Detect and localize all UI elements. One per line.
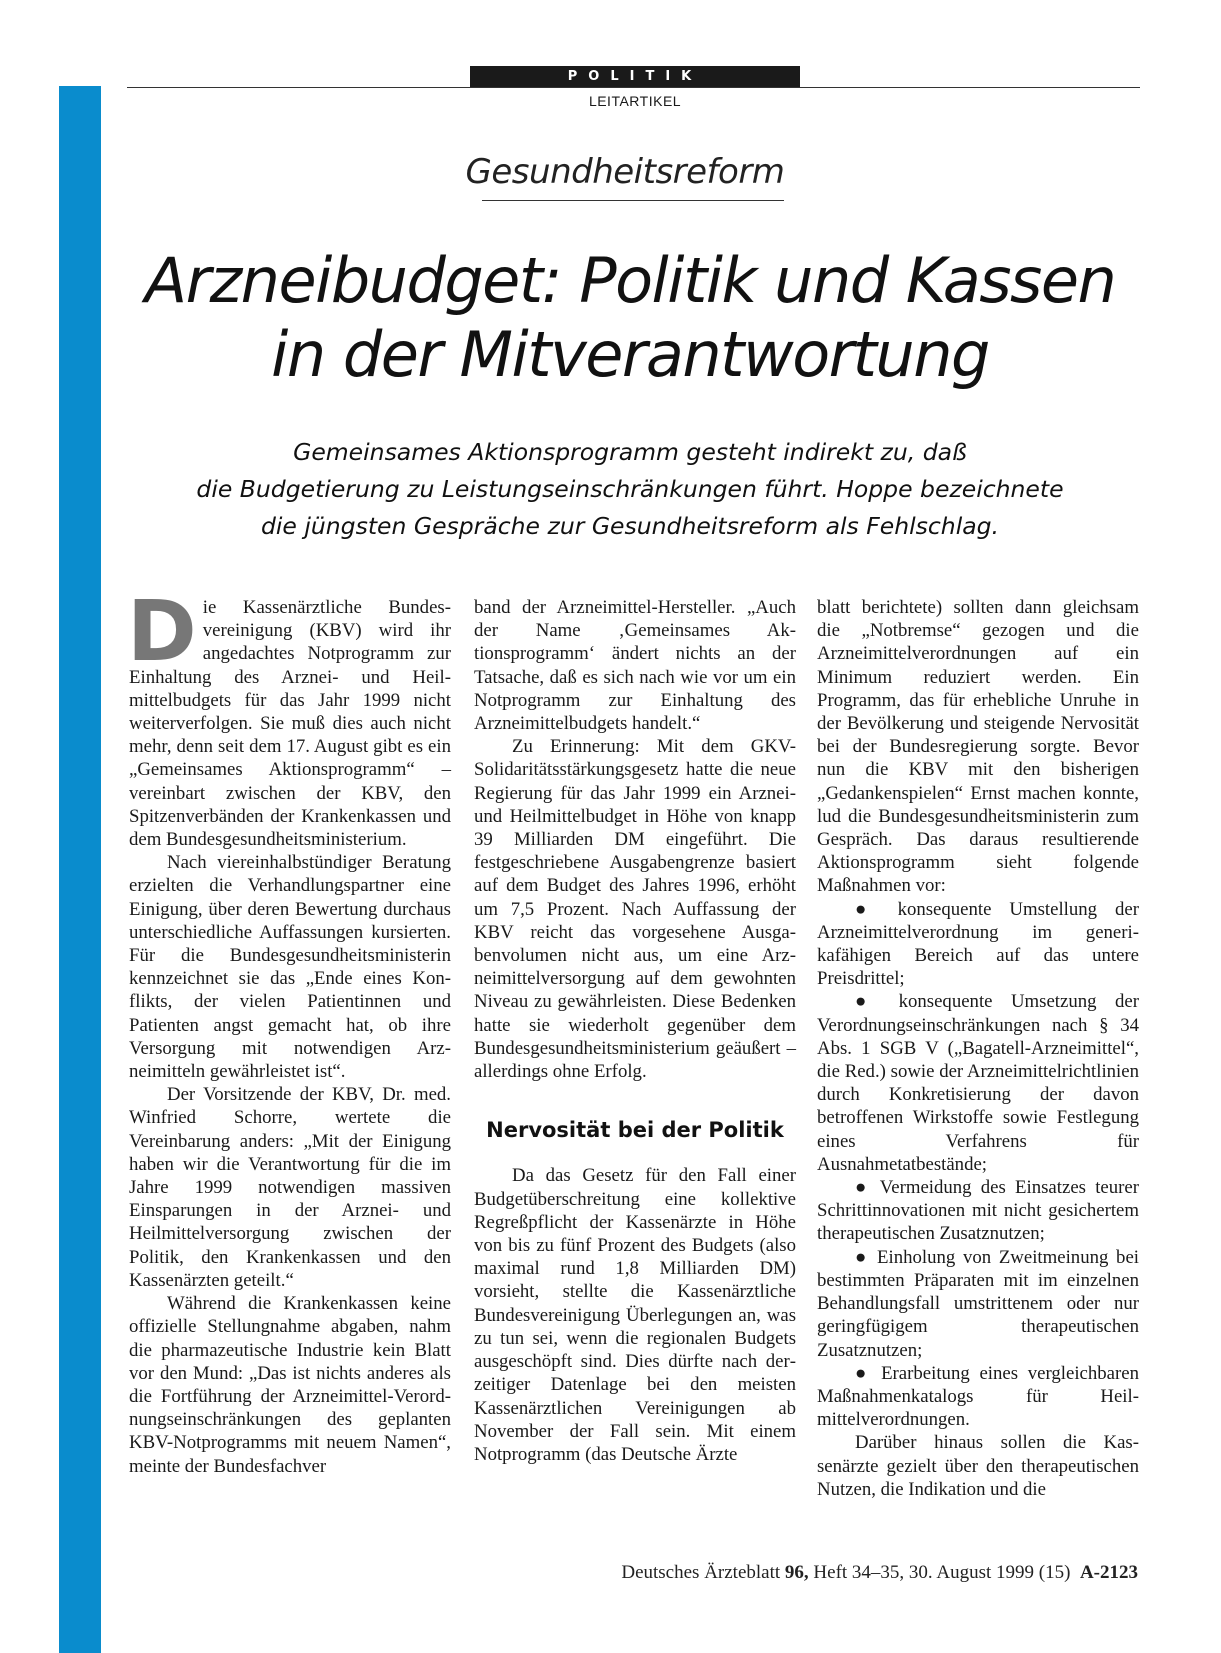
paragraph	[127, 582, 451, 851]
bullet-item: ● Erarbeitung eines vergleichbaren Maßnahmenkatalogs für Heilmittelverordnungen.	[817, 1362, 1139, 1431]
journal-name: Deutsches Ärzteblatt	[621, 1562, 781, 1583]
page-number: A-2123	[1079, 1562, 1138, 1583]
paragraph-text: ie Kassenärztliche Bundesvereinigung (KBV) wird ihr angedachtes Notprogramm zur Einhaltung des Arznei- und Heilmittelbudgets für das Jahr 1999 nicht weiterverfolgen. Sie muß dies auch nicht mehr, denn seit dem 17. August gibt es ein „Gemeinsames Aktionsprogramm“ – vereinbart zwischen der KBV, den Spitzenverbänden der Krankenkassen und dem Bundesgesundheitsministerium.	[129, 597, 451, 851]
section-subtitle: LEITARTIKEL	[588, 93, 682, 109]
header-rule	[127, 87, 1140, 88]
paragraph: Darüber hinaus sollen die Kassenärzte gezielt über den therapeutischen Nutzen, die Indikation und die	[817, 1432, 1139, 1500]
paragraph: blatt berichtete) sollten dann gleichsam die „Notbremse“ gezogen und die Arzneimittelverordnungen auf ein Minimum reduziert werden. Ein Programm, das für erhebliche Unruhe in der Bevölkerung und steigende Nervosität bei der Bundesregierung sorgte. Bevor nun die KBV mit den bisherigen „Gedankenspielen“ Ernst machen konnte, lud die Bundesgesundheitsministerin zum Gespräch. Das daraus resultierende Aktionsprogramm sieht folgende Maßnahmen vor:	[817, 597, 1139, 897]
drop-cap: D	[127, 582, 197, 680]
bullet-item: ● Vermeidung des Einsatzes teurer Schrittinnovationen mit nicht gesichertem therapeutischen Zusatznutzen;	[817, 1177, 1139, 1245]
page-footer	[560, 1562, 1138, 1584]
dek-line-2: die Budgetierung zu Leistungseinschränkungen führt. Hoppe bezeichnete	[196, 475, 1064, 503]
kicker-underline	[482, 200, 784, 201]
dek-line-1: Gemeinsames Aktionsprogramm gesteht indirekt zu, daß	[293, 438, 967, 466]
dek-line-3: die jüngsten Gespräche zur Gesundheitsreform als Fehlschlag.	[260, 512, 1000, 540]
article-column-3	[817, 596, 1139, 1501]
paragraph: Da das Gesetz für den Fall einer Budgetüberschreitung eine kollektive Regreßpflicht der Kassenärzte in Höhe von bis zu fünf Prozent des Budgets (also maximal rund 1,8 Milliarden DM) vorsieht, stellte die Kassenärztliche Bundesvereinigung Überlegungen an, was zu tun sei, wenn die regionalen Budgets ausgeschöpft sind. Dies dürfte nach derzeitiger Datenlage bei den meisten Kassenärztlichen Vereinigungen ab November der Fall sein. Mit einem Notprogramm (das Deutsche Ärzte	[474, 1165, 796, 1465]
article-dek	[140, 434, 1120, 545]
issue-info: Heft 34–35, 30. August 1999 (15)	[813, 1562, 1071, 1583]
journal-volume: 96,	[784, 1562, 809, 1583]
paragraph: Nach viereinhalbstündiger Beratung erzielten die Verhandlungspartner eine Einigung, über deren Bewertung durchaus unterschiedliche Auffassungen kursierten. Für die Bundesgesundheitsministerin kennzeichnet sie das „Ende eines Konflikts, der vielen Patientinnen und Patienten angst gemacht hat, ob ihre Versorgung mit notwendigen Arzneimitteln gewährleistet ist“.	[129, 852, 451, 1083]
paragraph: Während die Krankenkassen keine offizielle Stellungnahme abgaben, nahm die pharmazeutische Industrie kein Blatt vor den Mund: „Das ist nichts anderes als die Fortführung der Arzneimittel-Verordnungseinschränkungen des geplanten KBV-Notprogramms mit neuem Namen“, meinte der Bundesfachver	[129, 1293, 451, 1477]
paragraph: band der Arzneimittel-Hersteller. „Auch der Name ‚Gemeinsames Aktionsprogramm‘ ändert nichts an der Tatsache, daß es sich nach wie vor um ein Notprogramm zur Einhaltung des Arzneimittelbudgets handelt.“	[474, 597, 796, 735]
section-banner: POLITIK	[470, 66, 800, 87]
bullet-item: ● konsequente Umsetzung der Verordnungseinschränkungen nach § 34 Abs. 1 SGB V („Bagatell-Arzneimittel“, die Red.) sowie der Arzneimittelrichtlinien durch Konkretisierung der davon betroffenen Wirkstoffe sowie Festlegung eines Verfahrens für Ausnahmetatbestände;	[817, 991, 1139, 1175]
sidebar-accent-bar	[59, 86, 101, 1653]
bullet-item: ● Einholung von Zweitmeinung bei bestimmten Präparaten mit im einzelnen Behandlungsfall umstrittenem oder nur geringfügigem therapeutischen Zusatznutzen;	[817, 1246, 1139, 1361]
article-kicker: Gesundheitsreform	[465, 152, 785, 192]
article-headline	[110, 244, 1150, 392]
paragraph: Der Vorsitzende der KBV, Dr. med. Winfried Schorre, wertete die Vereinbarung anders: „Mit der Einigung haben wir die Verantwortung für die im Jahre 1999 notwendigen massiven Einsparungen in der Arznei- und Heilmittelversorgung zwischen der Politik, den Krankenkassen und den Kassenärzten geteilt.“	[129, 1084, 451, 1291]
article-column-1	[127, 582, 451, 1478]
headline-line-1: Arzneibudget: Politik und Kassen	[144, 244, 1116, 317]
headline-line-2: in der Mitverantwortung	[271, 318, 989, 391]
section-subheading: Nervosität bei der Politik	[486, 1118, 784, 1143]
bullet-item: ● konsequente Umstellung der Arzneimittelverordnung im generikafähigen Bereich auf das untere Preisdrittel;	[817, 898, 1139, 990]
paragraph: Zu Erinnerung: Mit dem GKV-Solidaritätsstärkungsgesetz hatte die neue Regierung für das Jahr 1999 ein Arznei- und Heilmittelbudget in Höhe von knapp 39 Milliarden DM eingeführt. Die festgeschriebene Ausgabengrenze basiert auf dem Budget des Jahres 1996, erhöht um 7,5 Prozent. Nach Auffassung der KBV reicht das vorgesehene Ausgabenvolumen nicht aus, um eine Arzneimittelversorgung auf dem gewohnten Niveau zu gewährleisten. Diese Bedenken hatte sie wiederholt gegenüber dem Bundesgesundheitsministerium geäußert – allerdings ohne Erfolg.	[474, 736, 796, 1083]
article-column-2	[474, 596, 796, 1466]
